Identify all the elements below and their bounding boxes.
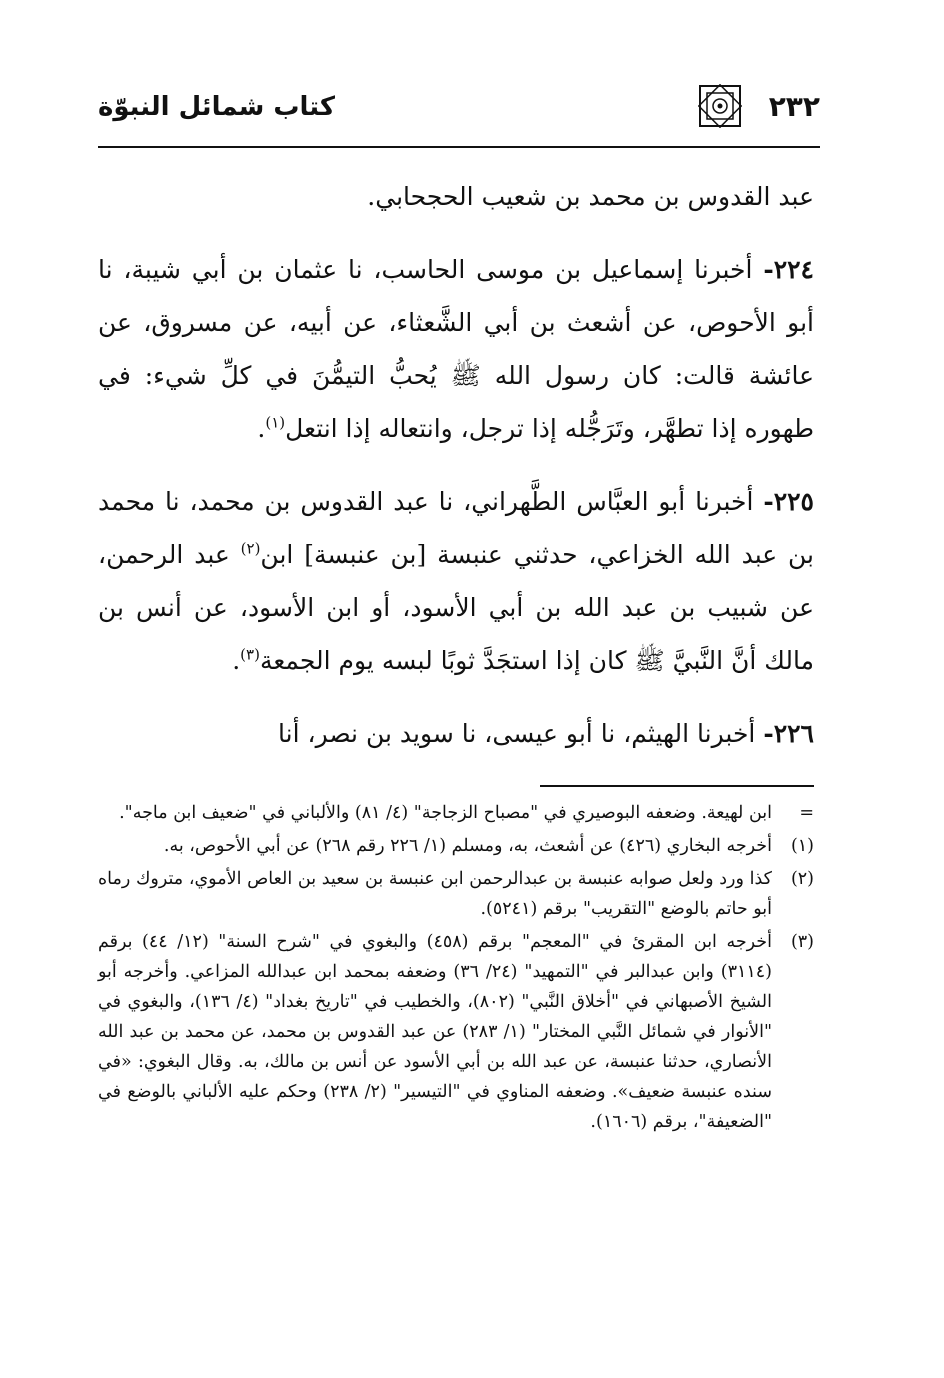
continuation-paragraph: عبد القدوس بن محمد بن شعيب الحجحابي. <box>367 182 814 211</box>
hadith-number: ٢٢٤- <box>763 255 814 284</box>
footnote-text: أخرجه البخاري (٤٢٦) عن أشعث، به، ومسلم (١/ ٢٢٦ رقم ٢٦٨) عن أبي الأحوص، به. <box>163 836 772 856</box>
book-title: كتاب شمائل النبوّة <box>98 92 336 122</box>
hadith-226 <box>98 707 814 760</box>
page-number: ٢٣٢ <box>768 90 820 123</box>
footnotes <box>98 798 814 1140</box>
footnote-text: كذا ورد ولعل صوابه عنبسة بن عبدالرحمن ابن عنبسة بن سعيد بن العاص الأموي، متروك رماه أبو حاتم بالوضع "التقريب" برقم (٥٢٤١). <box>98 869 772 919</box>
footnote-2 <box>98 864 814 924</box>
hadith-225 <box>98 475 814 687</box>
hadith-text: أخبرنا الهيثم، نا أبو عيسى، نا سويد بن نصر، أنا <box>278 719 756 748</box>
hadith-number: ٢٢٥- <box>763 487 814 516</box>
footnote-marker: (٢) <box>790 869 814 889</box>
footnote-3 <box>98 927 814 1137</box>
footnote-continued <box>98 798 814 828</box>
page-header <box>98 80 820 148</box>
hadith-224 <box>98 243 814 455</box>
footnote-reference: (٢) <box>240 539 261 558</box>
sentence-end: . <box>232 646 241 675</box>
footnote-text: ابن لهيعة. وضعفه البوصيري في "مصباح الزجاجة" (٤/ ٨١) والألباني في "ضعيف ابن ماجه". <box>119 803 772 823</box>
hadith-text: أخبرنا أبو العبَّاس الطَّهراني، نا عبد القدوس بن محمد، نا محمد بن عبد الله الخزاعي، حدثني عنبسة [بن عنبسة] ابن <box>98 487 815 569</box>
sentence-end: . <box>257 414 266 443</box>
main-text <box>98 170 814 780</box>
footnote-1 <box>98 831 814 861</box>
footnote-marker: (٣) <box>790 932 814 952</box>
footnote-marker: = <box>799 803 814 823</box>
footnote-divider <box>540 785 814 787</box>
footnote-text: أخرجه ابن المقرئ في "المعجم" برقم (٤٥٨) والبغوي في "شرح السنة" (١٢/ ٤٤) برقم (٣١١٤) وابن عبدالبر في "التمهيد" (٢٤/ ٣٦) وضعفه بمحمد ابن عبدالله المزاعي. وأخرجه أبو الشيخ الأصبهاني في "أخلاق النَّبي" (٨٠٢)، والخطيب في "تاريخ بغداد" (٤/ ١٣٦)، والبغوي في "الأنوار في شمائل النَّبي المختار" (١/ ٢٨٣) عن عبد القدوس بن محمد، عن محمد بن عبد الله الأنصاري، حدثنا عنبسة، عن عبد الله بن أبي الأسود عن أنس بن مالك، به. وقال البغوي: «في سنده عنبسة ضعيف». وضعفه المناوي في "التيسير" (٢/ ٢٣٨) وحكم عليه الألباني بالوضع في "الضعيفة"، برقم (١٦٠٦). <box>98 932 772 1132</box>
footnote-reference: (٣) <box>240 645 260 664</box>
ornament-icon <box>698 84 742 128</box>
hadith-number: ٢٢٦- <box>763 719 814 748</box>
footnote-reference: (١) <box>265 413 286 432</box>
footnote-marker: (١) <box>790 836 814 856</box>
hadith-text-continued: عبد الرحمن، عن شبيب بن عبد الله بن أبي الأسود، أو ابن الأسود، عن أنس بن مالك أنَّ النَّبيَّ ﷺ كان إذا استجَدَّ ثوبًا لبسه يوم الجمعة <box>98 540 814 675</box>
hadith-text: أخبرنا إسماعيل بن موسى الحاسب، نا عثمان بن أبي شيبة، نا أبو الأحوص، عن أشعث بن أبي الشَّعثاء، عن أبيه، عن مسروق، عن عائشة قالت: كان رسول الله ﷺ يُحبُّ التيمُّنَ في كلِّ شيء: في طهوره إذا تطهَّر، وتَرَجُّله إذا ترجل، وانتعاله إذا انتعل <box>98 255 814 443</box>
